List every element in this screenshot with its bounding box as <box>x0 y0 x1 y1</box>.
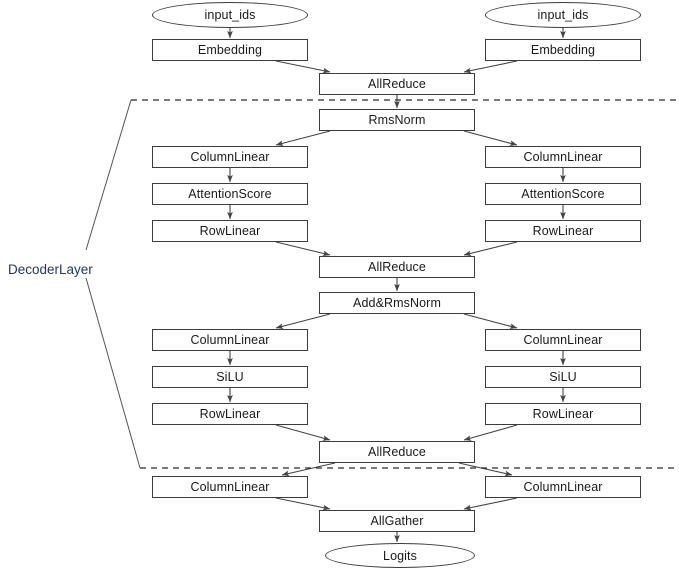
node-label: Embedding <box>530 43 596 57</box>
node-attnscore_left[interactable] <box>152 183 308 205</box>
node-label: AllGather <box>370 514 424 528</box>
edge-allreduce_3-to-collinear_head_left <box>282 463 335 475</box>
node-label: input_ids <box>204 8 256 22</box>
node-label: AllReduce <box>368 260 426 274</box>
node-label: AttentionScore <box>188 187 272 201</box>
decoder-layer-leader-bottom <box>86 278 140 468</box>
edge-add_rmsnorm-to-collinear_mlp_right <box>464 314 517 328</box>
node-label: RowLinear <box>199 224 261 238</box>
node-label: AttentionScore <box>521 187 605 201</box>
node-allreduce_2[interactable] <box>319 256 475 278</box>
edge-group <box>230 28 563 542</box>
edge-rowlinear_mlp_right-to-allreduce_3 <box>464 425 517 440</box>
node-attnscore_right[interactable] <box>485 183 641 205</box>
node-rowlinear_mlp_left[interactable] <box>152 403 308 425</box>
node-collinear_head_right[interactable] <box>485 476 641 498</box>
decoder-layer-label: DecoderLayer <box>8 262 93 277</box>
node-label: Logits <box>383 548 417 563</box>
node-label: ColumnLinear <box>190 480 270 494</box>
node-collinear_mlp_left[interactable] <box>152 329 308 351</box>
node-rmsnorm[interactable] <box>319 109 475 131</box>
edge-collinear_head_left-to-allgather <box>276 498 330 509</box>
node-label: RowLinear <box>532 224 594 238</box>
node-label: Embedding <box>197 43 263 57</box>
decoder-layer-leader-top <box>86 100 131 250</box>
node-label: ColumnLinear <box>190 150 270 164</box>
node-label: SiLU <box>549 370 577 384</box>
node-input_ids_right[interactable] <box>485 2 641 28</box>
node-collinear_mlp_right[interactable] <box>485 329 641 351</box>
bracket-group <box>86 100 140 468</box>
node-label: AllReduce <box>368 445 426 459</box>
node-embedding_right[interactable] <box>485 39 641 61</box>
node-label: ColumnLinear <box>523 150 603 164</box>
node-rowlinear_attn_left[interactable] <box>152 220 308 242</box>
node-collinear_attn_left[interactable] <box>152 146 308 168</box>
node-label: input_ids <box>537 8 589 22</box>
node-embedding_left[interactable] <box>152 39 308 61</box>
node-input_ids_left[interactable] <box>152 2 308 28</box>
node-collinear_head_left[interactable] <box>152 476 308 498</box>
edge-embedding_left-to-allreduce_1 <box>276 61 330 72</box>
node-logits[interactable] <box>325 543 475 568</box>
node-label: AllReduce <box>368 77 426 91</box>
node-label: ColumnLinear <box>523 333 603 347</box>
node-rowlinear_attn_right[interactable] <box>485 220 641 242</box>
node-label: RowLinear <box>532 407 594 421</box>
node-label: Add&RmsNorm <box>353 296 441 310</box>
node-collinear_attn_right[interactable] <box>485 146 641 168</box>
node-allgather[interactable] <box>319 510 475 532</box>
edge-rowlinear_attn_right-to-allreduce_2 <box>464 242 517 255</box>
node-add_rmsnorm[interactable] <box>319 292 475 314</box>
node-label: ColumnLinear <box>190 333 270 347</box>
edge-allreduce_3-to-collinear_head_right <box>459 463 512 475</box>
edge-rowlinear_mlp_left-to-allreduce_3 <box>276 425 330 440</box>
edge-collinear_head_right-to-allgather <box>464 498 517 509</box>
edge-rowlinear_attn_left-to-allreduce_2 <box>276 242 330 255</box>
edge-rmsnorm-to-collinear_attn_left <box>276 131 330 145</box>
edge-add_rmsnorm-to-collinear_mlp_left <box>276 314 330 328</box>
node-label: RowLinear <box>199 407 261 421</box>
node-allreduce_3[interactable] <box>319 441 475 463</box>
node-silu_left[interactable] <box>152 366 308 388</box>
node-rowlinear_mlp_right[interactable] <box>485 403 641 425</box>
edge-embedding_right-to-allreduce_1 <box>464 61 517 72</box>
node-label: SiLU <box>216 370 244 384</box>
node-allreduce_1[interactable] <box>319 73 475 95</box>
node-label: ColumnLinear <box>523 480 603 494</box>
node-label: RmsNorm <box>368 113 426 127</box>
edge-rmsnorm-to-collinear_attn_right <box>464 131 517 145</box>
node-silu_right[interactable] <box>485 366 641 388</box>
